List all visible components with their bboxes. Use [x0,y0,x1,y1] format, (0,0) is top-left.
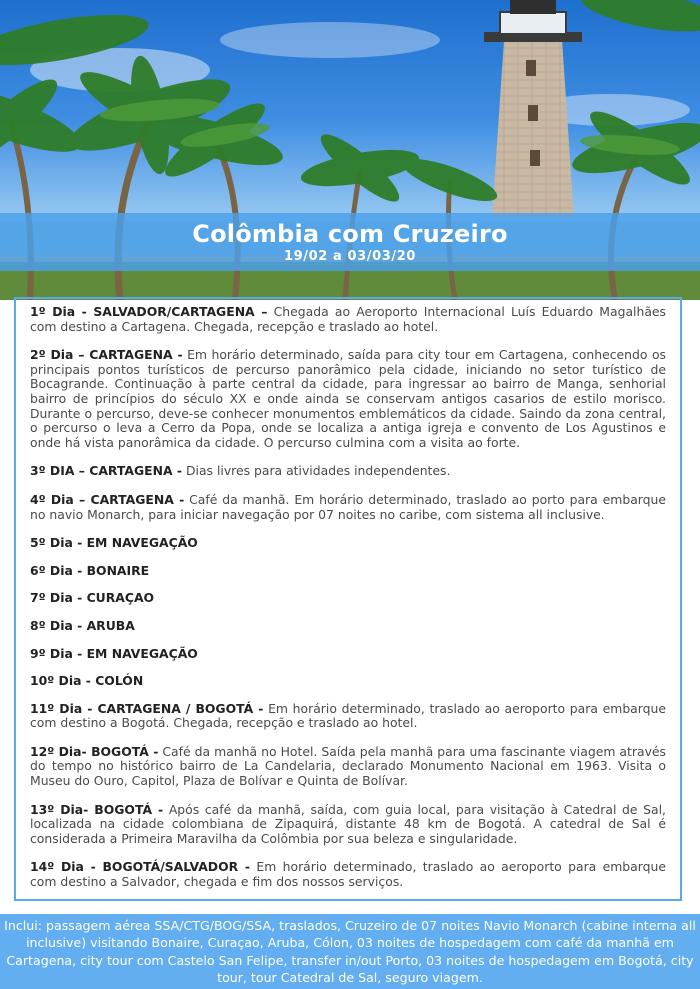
day-label: 7º Dia - CURAÇAO [30,590,155,606]
title-band [0,213,700,271]
includes-text: Inclui: passagem aérea SSA/CTG/BOG/SSA, traslados, Cruzeiro de 07 noites Navio Monarch (cabine interna all inclusive) visitando Bonaire, Curaçao, Aruba, Cólon, 03 noites de hospedagem com café da manhã em Cartagena, city tour com Castelo San Felipe, transfer in/out Porto, 03 noites de hospedagem em Bogotá, city tour, tour Catedral de Sal, seguro viagem. [4,918,696,986]
day-label: 5º Dia - EM NAVEGAÇÃO [30,535,198,551]
day-text: Chegada ao Aeroporto Internacional Luís Eduardo Magalhães com destino a Cartagena. Chegada, recepção e traslado ao hotel. [30,304,666,334]
day-1 [30,305,666,334]
day-text: Em horário determinado, traslado ao aeroporto para embarque com destino a Salvador, chegada e fim dos nossos serviços. [30,859,666,890]
day-text: Dias livres para atividades independentes. [182,463,451,479]
day-11 [30,702,666,731]
day-label: 14º Dia - BOGOTÁ/SALVADOR - [30,859,251,875]
day-label: 13º Dia- BOGOTÁ - [30,801,164,817]
day-text: Café da manhã. Em horário determinado, traslado ao porto para embarque no navio Monarch, para iniciar navegação por 07 noites no caribe, com sistema all inclusive. [30,491,666,522]
day-label: 9º Dia - EM NAVEGAÇÃO [30,645,198,661]
day-label: 11º Dia - CARTAGENA / BOGOTÁ - [30,700,264,716]
day-6 [30,564,666,579]
day-label: 6º Dia - BONAIRE [30,562,150,578]
day-4 [30,493,666,522]
day-14 [30,860,666,889]
day-label: 2º Dia – CARTAGENA - [30,347,183,363]
day-13 [30,803,666,847]
page-title: Colômbia com Cruzeiro [192,220,508,248]
day-3 [30,464,666,479]
itinerary-box [14,297,682,901]
day-12 [30,745,666,789]
includes-footer [0,914,700,989]
day-2 [30,348,666,450]
day-10 [30,674,666,689]
day-7 [30,591,666,606]
day-9 [30,647,666,662]
day-label: 3º DIA – CARTAGENA - [30,463,183,479]
header-photo [0,0,700,300]
day-text: Café da manhã no Hotel. Saída pela manhã para uma fascinante viagem através do tempo no histórico bairro de La Candelaria, declarado Monumento Nacional em 1963. Visita o Museu do Ouro, Capitol, Plaza de Bolívar e Quinta de Bolívar. [30,743,666,789]
day-text: Em horário determinado, traslado ao aeroporto para embarque com destino a Bogotá. Chegada, recepção e traslado ao hotel. [30,700,666,731]
day-label: 1º Dia - SALVADOR/CARTAGENA – [30,304,268,319]
day-label: 12º Dia- BOGOTÁ - [30,743,159,759]
trip-dates: 19/02 a 03/03/20 [283,249,417,264]
day-5 [30,536,666,551]
day-text: Em horário determinado, saída para city tour em Cartagena, conhecendo os principais pontos turísticos de percurso panorâmico pela cidade, iniciando no setor turístico de Bocagrande. Continuação à parte central da cidade, para ingressar ao bairro de Manga, senhorial bairro de princípios do século XX e onde ainda se conservam antigos casarios de estilo morisco. Durante o percurso, deve-se conhecer monumentos emblemáticos da cidade. Saindo da zona central, o percurso o leva a Cerro da Popa, onde se localiza a antiga igreja e convento de Los Agustinos e onde há vista panorâmica da cidade. O percurso culmina com a visita ao forte. [30,347,666,450]
day-8 [30,619,666,634]
day-text: Após café da manhã, saída, com guia local, para visitação à Catedral de Sal, localizada na cidade colombiana de Zipaquirá, distante 48 km de Bogotá. A catedral de Sal é considerada a Primeira Maravilha da Colômbia por sua beleza e singularidade. [30,801,666,846]
day-label: 8º Dia - ARUBA [30,617,135,633]
day-label: 10º Dia - COLÓN [30,673,144,689]
day-label: 4º Dia – CARTAGENA - [30,491,185,507]
